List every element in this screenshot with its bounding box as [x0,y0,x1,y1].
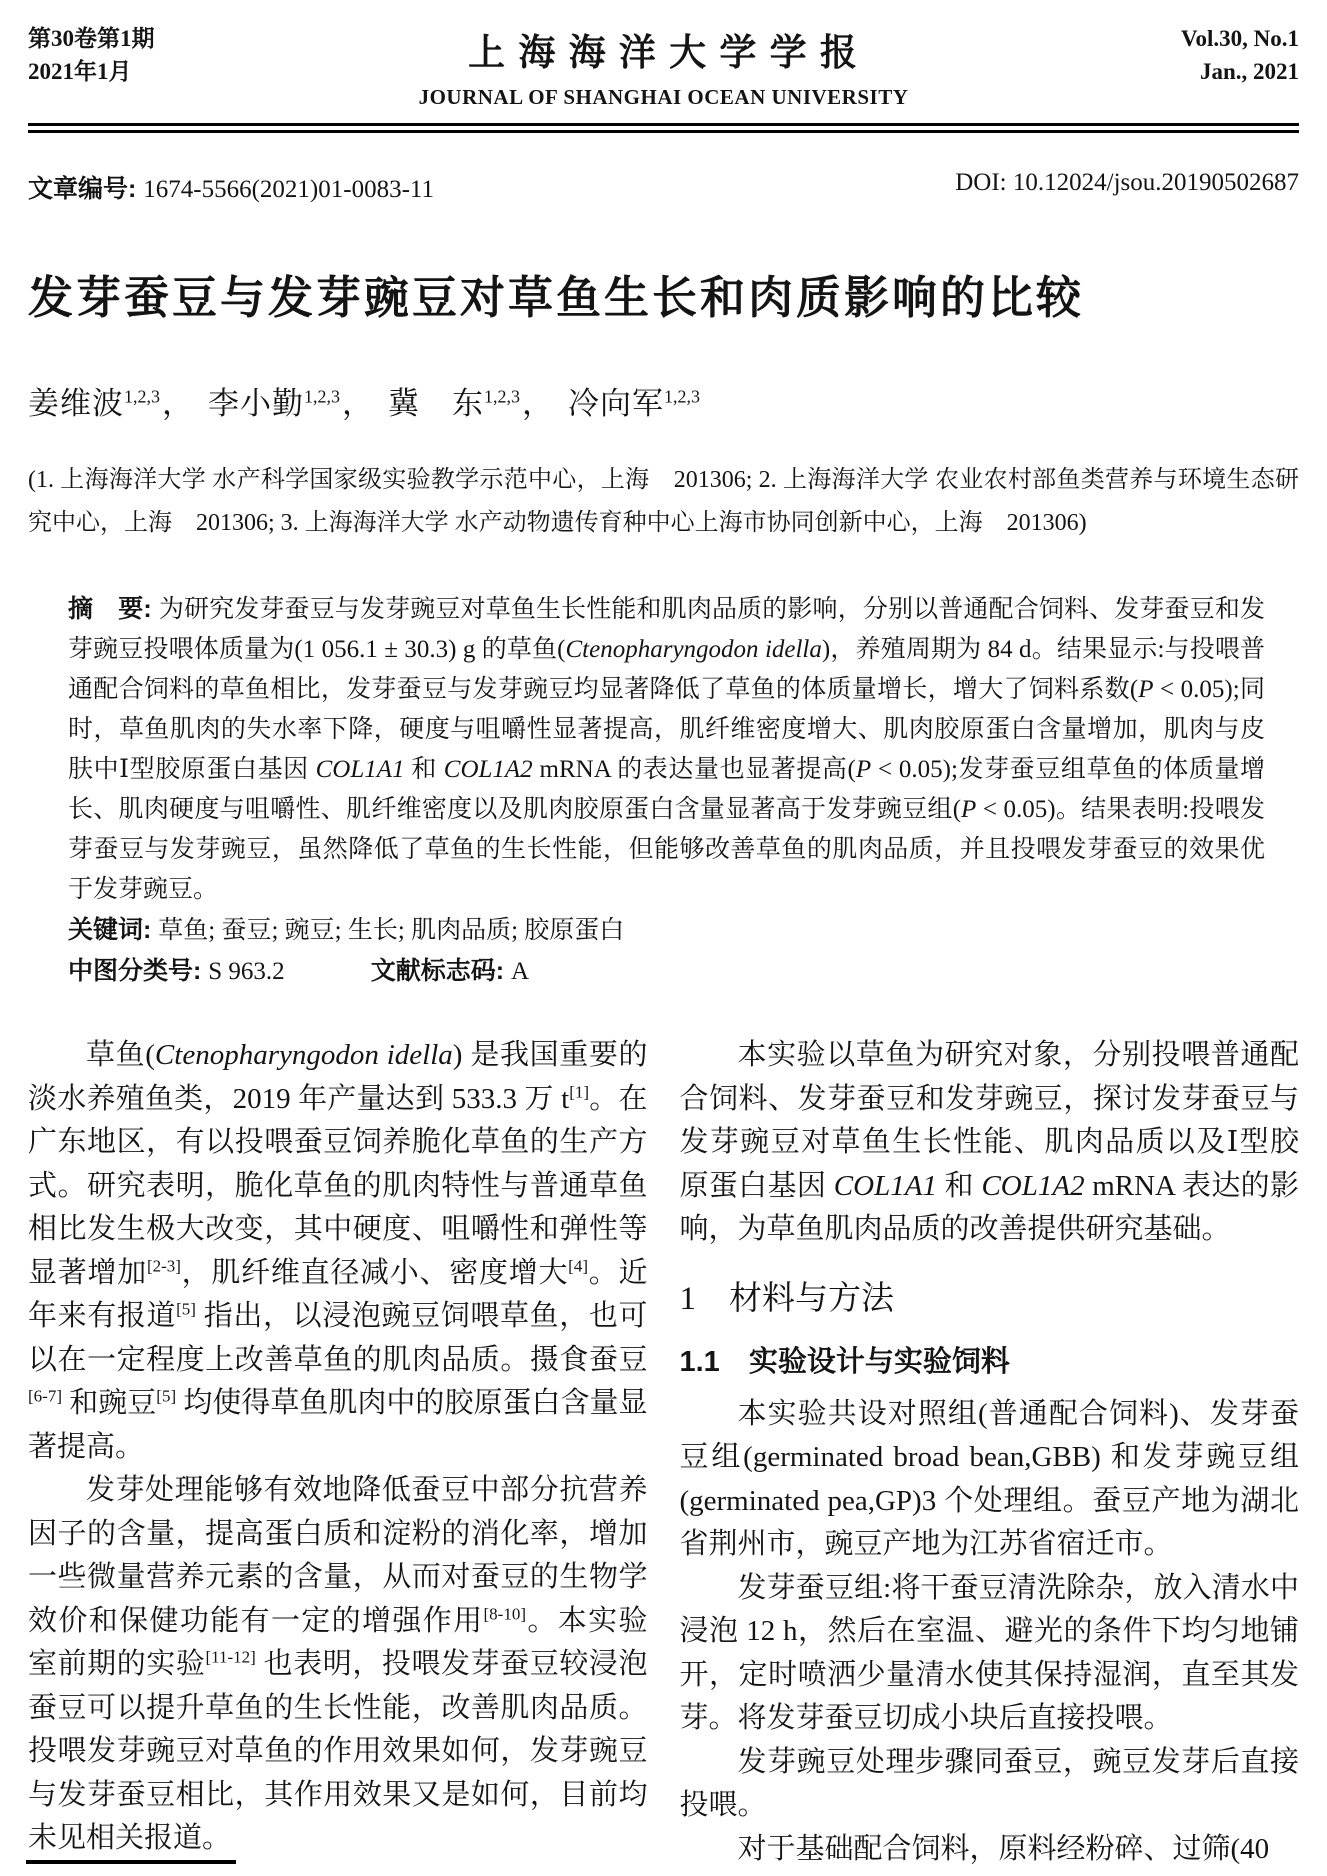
reference-superscript: [5] [176,1299,196,1319]
abstract-block [68,589,1265,992]
body-left-column [28,1034,648,1871]
text-run: 均使得草鱼肌肉中的胶原蛋白含量显著提高。 [28,1387,648,1463]
reference-superscript: [6-7] [28,1386,62,1406]
reference-superscript: [5] [156,1386,177,1406]
italic-run: P [1138,676,1154,703]
text-run: 也表明，投喂发芽蚕豆较浸泡蚕豆可以提升草鱼的生长性能，改善肌肉品质。投喂发芽豌豆对草鱼的作用效果如何，发芽豌豆与发芽蚕豆相比，其作用效果又是如何，目前均未见相关报道。 [28,1648,648,1854]
subsection-heading: 1.1 实验设计与实验饲料 [679,1346,1010,1378]
text-run: 本实验共设对照组(普通配合饲料)、发芽蚕豆组(germinated broad bean,GBB) 和发芽豌豆组(germinated pea,GP)3 个处理组。蚕豆产地为湖北省荆州市，豌豆产地为江苏省宿迁市。 [679,1397,1299,1560]
author-affiliation-superscript: 1,2,3 [664,386,700,407]
article-title: 发芽蚕豆与发芽豌豆对草鱼生长和肉质影响的比较 [28,272,1085,323]
footnote-rule [26,1860,236,1864]
body-paragraph [680,1828,1300,1872]
clc-value: S 963.2 [208,958,285,985]
journal-volume-issue-cn: 第30卷第1期 [28,26,155,51]
text-run: 指出，以浸泡豌豆饲喂草鱼，也可以在一定程度上改善草鱼的肌肉品质。摄食蚕豆 [28,1300,648,1376]
affiliations: (1. 上海海洋大学 水产科学国家级实验教学示范中心，上海 201306; 2. 上海海洋大学 农业农村部鱼类营养与环境生态研究中心，上海 201306; 3. 上海海洋大学 水产动物遗传育种中心上海市协同创新中心，上海 201306) [28,467,1299,536]
italic-run: COL1A1 [833,1169,937,1202]
author-affiliation-superscript: 1,2,3 [124,386,160,407]
text-run: 。在广东地区，有以投喂蚕豆饲养脆化草鱼的生产方式。研究表明，脆化草鱼的肌肉特性与普通草鱼相比发生极大改变，其中硬度、咀嚼性和弹性等显著增加 [28,1082,648,1289]
reference-superscript: [11-12] [205,1647,256,1667]
text-run: 发芽豌豆处理步骤同蚕豆，豌豆发芽后直接投喂。 [679,1745,1299,1821]
text-run: mRNA 表达的影响，为草鱼肌肉品质的改善提供研究基础。 [679,1169,1299,1245]
italic-run: COL1A1 [315,756,405,783]
body-paragraph [680,1741,1300,1828]
article-doi: DOI: 10.12024/jsou.20190502687 [955,169,1299,196]
italic-run: P [855,756,872,783]
text-run: 和 [404,756,444,783]
italic-run: Ctenopharyngodon idella [565,636,822,663]
journal-title-cn: 上 海 海 洋 大 学 学 报 [468,33,859,74]
reference-superscript: [2-3] [146,1255,181,1275]
text-run: ，肌纤维直径减小、密度增大 [180,1256,569,1289]
text-run: < 0.05);发芽蚕豆组草鱼的体质量增长、肌肉硬度与咀嚼性、肌纤维密度以及肌肉胶原蛋白含量显著高于发芽豌豆组( [68,756,1265,823]
clc-label: 中图分类号: [68,957,209,985]
keywords-value: 草鱼; 蚕豆; 豌豆; 生长; 肌肉品质; 胶原蛋白 [158,917,625,944]
text-run: 对于基础配合饲料，原料经粉碎、过筛(40 [737,1832,1270,1865]
text-run: 发芽处理能够有效地降低蚕豆中部分抗营养因子的含量，提高蛋白质和淀粉的消化率，增加一些微量营养元素的含量，从而对蚕豆的生物学效价和保健功能有一定的增强作用 [28,1474,648,1637]
journal-title-en: JOURNAL OF SHANGHAI OCEAN UNIVERSITY [418,85,909,109]
reference-superscript: [4] [568,1255,588,1275]
italic-run: Ctenopharyngodon idella [154,1039,453,1071]
journal-header-left [28,22,263,88]
body-paragraph [28,1469,648,1861]
journal-header-center [263,22,1064,110]
author-separator: ， [342,386,374,421]
body-columns [28,1034,1299,1871]
text-run: )，养殖周期为 84 d。结果显示:与投喂普通配合饲料的草鱼相比，发芽蚕豆与发芽豌豆均显著降低了草鱼的体质量增长，增大了饲料系数( [68,636,1266,703]
article-id-label: 文章编号: [28,175,144,203]
body-right-column [680,1034,1300,1871]
article-id [28,169,434,205]
text-run: < 0.05)。结果表明:投喂发芽蚕豆与发芽豌豆，虽然降低了草鱼的生长性能，但能够改善草鱼的肌肉品质，并且投喂发芽蚕豆的效果优于发芽豌豆。 [68,796,1265,903]
journal-header [28,22,1299,110]
author-name: 冷向军$^{1,2,3}$ [568,386,700,421]
authors-line [28,378,1299,423]
text-run: 草鱼( [86,1039,155,1071]
author-name: 姜维波$^{1,2,3}$ [28,386,160,421]
keywords-line [68,910,1265,951]
abstract-paragraph [68,589,1265,910]
abstract-label: 摘 要: [68,595,159,623]
text-run: 。近年来有报道 [28,1256,648,1332]
journal-header-right [1064,22,1299,88]
body-paragraph [680,1567,1300,1741]
text-run: < 0.05);同时，草鱼肌肉的失水率下降，硬度与咀嚼性显著提高，肌纤维密度增大、肌肉胶原蛋白含量增加，肌肉与皮肤中Ⅰ型胶原蛋白基因 [68,676,1265,783]
abstract-text [68,596,1265,903]
body-paragraph [680,1034,1300,1252]
text-run: 和 [936,1169,982,1202]
italic-run: COL1A2 [981,1169,1085,1202]
italic-run: COL1A2 [443,756,533,783]
journal-date-cn: 2021年1月 [28,59,132,84]
article-id-value: 1674-5566(2021)01-0083-11 [143,176,434,203]
section-heading: 1 材料与方法 [679,1280,894,1317]
header-double-rule [28,123,1299,133]
journal-date-en: Jan., 2021 [1199,59,1299,84]
text-run: 。本实验室前期的实验 [28,1604,648,1680]
body-paragraph [28,1034,648,1469]
doc-code-label: 文献标志码: [370,957,511,985]
author-affiliation-superscript: 1,2,3 [304,386,340,407]
italic-run: P [961,796,977,823]
doc-code-value: A [510,958,530,985]
author-separator: ， [522,386,554,421]
author-name: 冀 东$^{1,2,3}$ [388,386,520,421]
author-name: 李小勤$^{1,2,3}$ [208,386,340,421]
text-run: ) 是我国重要的淡水养殖鱼类，2019 年产量达到 533.3 万 t [28,1039,648,1115]
text-run: 为研究发芽蚕豆与发芽豌豆对草鱼生长性能和肌肉品质的影响，分别以普通配合饲料、发芽蚕豆和发芽豌豆投喂体质量为(1 056.1 ± 30.3) g 的草鱼( [68,596,1265,663]
text-run: 发芽蚕豆组:将干蚕豆清洗除杂，放入清水中浸泡 12 h，然后在室温、避光的条件下均匀地铺开，定时喷洒少量清水使其保持湿润，直至其发芽。将发芽蚕豆切成小块后直接投喂。 [679,1571,1299,1734]
author-affiliation-superscript: 1,2,3 [484,386,520,407]
journal-volume-issue-en: Vol.30, No.1 [1181,26,1299,51]
article-meta-row [28,169,1299,205]
text-run: 和豌豆 [61,1387,157,1419]
text-run: 本实验以草鱼为研究对象，分别投喂普通配合饲料、发芽蚕豆和发芽豌豆，探讨发芽蚕豆与发芽豌豆对草鱼生长性能、肌肉品质以及Ⅰ型胶原蛋白基因 [679,1039,1299,1202]
text-run: mRNA 的表达量也显著提高( [532,756,856,783]
body-paragraph [680,1393,1300,1567]
author-separator: ， [162,386,194,421]
reference-superscript: [1] [569,1081,590,1101]
keywords-label: 关键词: [68,916,159,944]
reference-superscript: [8-10] [483,1603,526,1623]
clc-line [68,951,1265,992]
